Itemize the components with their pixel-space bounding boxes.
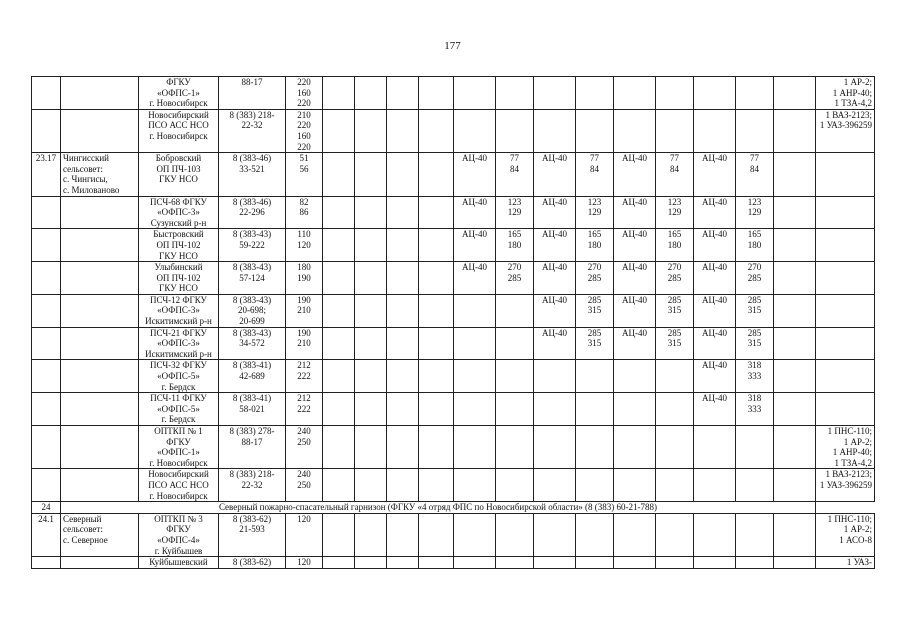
value-cell xyxy=(323,229,355,262)
value-cell xyxy=(534,426,576,469)
phone-cell: 8 (383-46) 33-521 xyxy=(219,153,286,196)
value-cell xyxy=(355,469,387,502)
value-cell xyxy=(419,557,454,569)
phone-cell: 8 (383) 218- 22-32 xyxy=(219,109,286,152)
settlement-cell xyxy=(61,327,139,360)
value-cell xyxy=(774,469,816,502)
value-cell: 285 315 xyxy=(576,294,614,327)
value-cell: АЦ-40 xyxy=(534,262,576,295)
value-cell xyxy=(419,513,454,556)
equipment-cell xyxy=(816,229,875,262)
equipment-cell xyxy=(816,153,875,196)
equipment-cell: 1 АР-2; 1 АНР-40; 1 ТЗА-4,2 xyxy=(816,77,875,110)
value-cell xyxy=(355,262,387,295)
unit-cell: Куйбышевский xyxy=(139,557,219,569)
equipment-cell xyxy=(816,327,875,360)
value-cell xyxy=(736,513,774,556)
settlement-cell xyxy=(61,557,139,569)
value-cell: 77 84 xyxy=(576,153,614,196)
value-cell: 165 180 xyxy=(736,229,774,262)
equipment-cell: 1 ВАЗ-2123; 1 УАЗ-396259 xyxy=(816,109,875,152)
value-cell xyxy=(736,469,774,502)
value-cell: АЦ-40 xyxy=(534,294,576,327)
value-cell xyxy=(454,393,496,426)
fire-resources-table xyxy=(31,76,875,569)
settlement-cell xyxy=(61,294,139,327)
value-cell xyxy=(419,294,454,327)
value-cell xyxy=(323,513,355,556)
value-cell: АЦ-40 xyxy=(694,360,736,393)
value-cell xyxy=(387,393,419,426)
value-cell: АЦ-40 xyxy=(534,196,576,229)
value-cell: 270 285 xyxy=(656,262,694,295)
value-cell xyxy=(355,196,387,229)
value-cell xyxy=(454,360,496,393)
value-cell xyxy=(387,109,419,152)
value-cell: АЦ-40 xyxy=(534,327,576,360)
value-cell xyxy=(355,77,387,110)
table-row xyxy=(32,262,875,295)
page-number: 177 xyxy=(444,40,461,52)
value-cell xyxy=(656,360,694,393)
value-cell xyxy=(656,557,694,569)
phone-cell: 8 (383-41) 42-689 xyxy=(219,360,286,393)
phone-cell: 8 (383-43) 57-124 xyxy=(219,262,286,295)
value-cell xyxy=(355,393,387,426)
value-cell: 165 180 xyxy=(656,229,694,262)
unit-cell: ФГКУ «ОФПС-1» г. Новосибирск xyxy=(139,77,219,110)
unit-cell: ПСЧ-32 ФГКУ «ОФПС-5» г. Бердск xyxy=(139,360,219,393)
table-row xyxy=(32,360,875,393)
row-number-cell xyxy=(32,77,61,110)
equipment-cell xyxy=(816,360,875,393)
value-cell xyxy=(534,109,576,152)
equipment-cell: 1 ВАЗ-2123; 1 УАЗ-396259 xyxy=(816,469,875,502)
settlement-cell xyxy=(61,393,139,426)
value-cell: 285 315 xyxy=(656,294,694,327)
table-body xyxy=(32,77,875,569)
value-cell xyxy=(656,426,694,469)
equipment-cell xyxy=(816,294,875,327)
value-cell xyxy=(355,294,387,327)
phone-cell: 8 (383-43) 59-222 xyxy=(219,229,286,262)
unit-cell: Быстровский ОП ПЧ-102 ГКУ НСО xyxy=(139,229,219,262)
value-cell xyxy=(656,77,694,110)
value-cell xyxy=(614,77,656,110)
value-cell: 270 285 xyxy=(576,262,614,295)
section-row xyxy=(32,502,875,514)
value-cell: 285 315 xyxy=(576,327,614,360)
unit-cell: Новосибирский ПСО АСС НСО г. Новосибирск xyxy=(139,109,219,152)
time-cell: 51 56 xyxy=(286,153,323,196)
value-cell xyxy=(419,469,454,502)
value-cell xyxy=(576,360,614,393)
value-cell xyxy=(496,109,534,152)
value-cell xyxy=(614,109,656,152)
value-cell: 77 84 xyxy=(496,153,534,196)
value-cell xyxy=(323,109,355,152)
value-cell xyxy=(496,426,534,469)
value-cell xyxy=(323,393,355,426)
row-number-cell xyxy=(32,426,61,469)
phone-cell: 8 (383) 278- 88-17 xyxy=(219,426,286,469)
settlement-cell xyxy=(61,360,139,393)
value-cell xyxy=(774,393,816,426)
value-cell xyxy=(419,77,454,110)
time-cell: 120 xyxy=(286,557,323,569)
value-cell xyxy=(419,153,454,196)
settlement-cell xyxy=(61,262,139,295)
value-cell xyxy=(576,426,614,469)
value-cell: 285 315 xyxy=(736,294,774,327)
value-cell xyxy=(454,294,496,327)
value-cell xyxy=(355,513,387,556)
unit-cell: ПСЧ-12 ФГКУ «ОФПС-3» Искитимский р-н xyxy=(139,294,219,327)
row-number-cell xyxy=(32,557,61,569)
value-cell xyxy=(355,360,387,393)
table-row xyxy=(32,196,875,229)
value-cell: 285 315 xyxy=(736,327,774,360)
value-cell xyxy=(576,469,614,502)
value-cell: АЦ-40 xyxy=(694,229,736,262)
section-title-cell: Северный пожарно-спасательный гарнизон (ФГКУ «4 отряд ФПС по Новосибирской области» (8 (383) 60-21-788) xyxy=(61,502,816,514)
value-cell xyxy=(774,77,816,110)
value-cell: АЦ-40 xyxy=(454,196,496,229)
phone-cell: 8 (383-43) 20-698; 20-699 xyxy=(219,294,286,327)
value-cell: 123 129 xyxy=(576,196,614,229)
value-cell xyxy=(576,557,614,569)
time-cell: 220 160 220 xyxy=(286,77,323,110)
value-cell xyxy=(387,294,419,327)
equipment-cell: 1 ПНС-110; 1 АР-2; 1 АСО-8 xyxy=(816,513,875,556)
value-cell xyxy=(454,109,496,152)
value-cell: АЦ-40 xyxy=(694,196,736,229)
value-cell xyxy=(736,426,774,469)
table-row xyxy=(32,513,875,556)
time-cell: 212 222 xyxy=(286,360,323,393)
table-row xyxy=(32,229,875,262)
value-cell xyxy=(323,469,355,502)
value-cell xyxy=(496,513,534,556)
value-cell xyxy=(496,294,534,327)
value-cell xyxy=(355,327,387,360)
value-cell xyxy=(614,469,656,502)
value-cell xyxy=(387,229,419,262)
time-cell: 212 222 xyxy=(286,393,323,426)
value-cell: АЦ-40 xyxy=(454,229,496,262)
table-row xyxy=(32,77,875,110)
value-cell xyxy=(387,426,419,469)
value-cell xyxy=(656,109,694,152)
value-cell: АЦ-40 xyxy=(694,393,736,426)
time-cell: 120 xyxy=(286,513,323,556)
time-cell: 110 120 xyxy=(286,229,323,262)
table-row xyxy=(32,294,875,327)
time-cell: 82 86 xyxy=(286,196,323,229)
value-cell: АЦ-40 xyxy=(614,153,656,196)
value-cell xyxy=(656,513,694,556)
value-cell: 165 180 xyxy=(576,229,614,262)
unit-cell: Улыбинский ОП ПЧ-102 ГКУ НСО xyxy=(139,262,219,295)
phone-cell: 8 (383) 218- 22-32 xyxy=(219,469,286,502)
value-cell xyxy=(534,469,576,502)
value-cell xyxy=(614,393,656,426)
equipment-cell xyxy=(816,196,875,229)
table-row xyxy=(32,469,875,502)
time-cell: 210 220 160 220 xyxy=(286,109,323,152)
value-cell xyxy=(576,109,614,152)
settlement-cell xyxy=(61,426,139,469)
row-number-cell xyxy=(32,262,61,295)
equipment-cell: 1 УАЗ- xyxy=(816,557,875,569)
value-cell xyxy=(323,153,355,196)
value-cell: АЦ-40 xyxy=(694,327,736,360)
row-number-cell: 24.1 xyxy=(32,513,61,556)
value-cell xyxy=(774,109,816,152)
value-cell xyxy=(387,469,419,502)
value-cell xyxy=(694,469,736,502)
value-cell xyxy=(774,426,816,469)
value-cell xyxy=(323,262,355,295)
value-cell xyxy=(614,426,656,469)
value-cell: АЦ-40 xyxy=(454,262,496,295)
value-cell xyxy=(323,196,355,229)
settlement-cell xyxy=(61,109,139,152)
value-cell xyxy=(454,513,496,556)
settlement-cell xyxy=(61,77,139,110)
value-cell: АЦ-40 xyxy=(614,327,656,360)
table-row xyxy=(32,327,875,360)
time-cell: 190 210 xyxy=(286,327,323,360)
value-cell xyxy=(355,426,387,469)
value-cell xyxy=(454,557,496,569)
unit-cell: ПСЧ-68 ФГКУ «ОФПС-3» Сузунский р-н xyxy=(139,196,219,229)
value-cell xyxy=(355,153,387,196)
value-cell xyxy=(576,77,614,110)
unit-cell: ПСЧ-11 ФГКУ «ОФПС-5» г. Бердск xyxy=(139,393,219,426)
value-cell: 270 285 xyxy=(736,262,774,295)
value-cell xyxy=(419,229,454,262)
unit-cell: Новосибирский ПСО АСС НСО г. Новосибирск xyxy=(139,469,219,502)
value-cell xyxy=(534,360,576,393)
settlement-cell: Чингисский сельсовет: с. Чингисы, с. Милованово xyxy=(61,153,139,196)
settlement-cell xyxy=(61,229,139,262)
value-cell xyxy=(496,327,534,360)
value-cell xyxy=(736,77,774,110)
value-cell xyxy=(323,557,355,569)
value-cell: АЦ-40 xyxy=(694,262,736,295)
value-cell: 123 129 xyxy=(656,196,694,229)
value-cell xyxy=(774,262,816,295)
value-cell xyxy=(774,229,816,262)
unit-cell: ОПТКП № 1 ФГКУ «ОФПС-1» г. Новосибирск xyxy=(139,426,219,469)
value-cell: АЦ-40 xyxy=(614,294,656,327)
value-cell: 77 84 xyxy=(736,153,774,196)
row-number-cell xyxy=(32,109,61,152)
value-cell: АЦ-40 xyxy=(614,196,656,229)
value-cell xyxy=(419,262,454,295)
value-cell xyxy=(387,513,419,556)
value-cell: АЦ-40 xyxy=(694,294,736,327)
value-cell xyxy=(656,393,694,426)
value-cell xyxy=(576,393,614,426)
row-number-cell xyxy=(32,294,61,327)
value-cell xyxy=(534,513,576,556)
unit-cell: Бобровский ОП ПЧ-103 ГКУ НСО xyxy=(139,153,219,196)
value-cell xyxy=(534,77,576,110)
value-cell xyxy=(496,360,534,393)
row-number-cell xyxy=(32,393,61,426)
value-cell xyxy=(694,426,736,469)
row-number-cell xyxy=(32,360,61,393)
row-number-cell xyxy=(32,469,61,502)
time-cell: 240 250 xyxy=(286,469,323,502)
unit-cell: ОПТКП № 3 ФГКУ «ОФПС-4» г. Куйбышев xyxy=(139,513,219,556)
value-cell xyxy=(496,469,534,502)
value-cell xyxy=(419,426,454,469)
value-cell xyxy=(614,557,656,569)
table-row xyxy=(32,557,875,569)
value-cell: 165 180 xyxy=(496,229,534,262)
value-cell xyxy=(419,327,454,360)
value-cell xyxy=(454,426,496,469)
value-cell xyxy=(419,196,454,229)
time-cell: 190 210 xyxy=(286,294,323,327)
value-cell: 270 285 xyxy=(496,262,534,295)
value-cell: АЦ-40 xyxy=(614,262,656,295)
value-cell: 318 333 xyxy=(736,360,774,393)
row-number-cell xyxy=(32,229,61,262)
value-cell xyxy=(323,327,355,360)
value-cell xyxy=(736,109,774,152)
value-cell xyxy=(576,513,614,556)
value-cell xyxy=(534,393,576,426)
value-cell xyxy=(774,196,816,229)
value-cell xyxy=(656,469,694,502)
value-cell xyxy=(774,557,816,569)
value-cell xyxy=(387,360,419,393)
value-cell: 285 315 xyxy=(656,327,694,360)
value-cell: АЦ-40 xyxy=(614,229,656,262)
value-cell xyxy=(614,360,656,393)
equipment-cell xyxy=(816,393,875,426)
value-cell: 77 84 xyxy=(656,153,694,196)
value-cell xyxy=(694,557,736,569)
value-cell xyxy=(774,294,816,327)
value-cell xyxy=(454,327,496,360)
table-row xyxy=(32,393,875,426)
equipment-cell xyxy=(816,262,875,295)
settlement-cell xyxy=(61,196,139,229)
value-cell xyxy=(496,557,534,569)
value-cell xyxy=(323,77,355,110)
equipment-cell: 1 ПНС-110; 1 АР-2; 1 АНР-40; 1 ТЗА-4,2 xyxy=(816,426,875,469)
value-cell xyxy=(387,77,419,110)
value-cell xyxy=(355,109,387,152)
value-cell: АЦ-40 xyxy=(454,153,496,196)
value-cell xyxy=(387,153,419,196)
value-cell xyxy=(496,393,534,426)
value-cell xyxy=(774,513,816,556)
value-cell xyxy=(355,557,387,569)
value-cell xyxy=(694,77,736,110)
value-cell xyxy=(419,109,454,152)
value-cell xyxy=(534,557,576,569)
value-cell xyxy=(496,77,534,110)
value-cell xyxy=(387,327,419,360)
phone-cell: 8 (383-43) 34-572 xyxy=(219,327,286,360)
value-cell xyxy=(614,513,656,556)
value-cell: 318 333 xyxy=(736,393,774,426)
phone-cell: 8 (383-62) 21-593 xyxy=(219,513,286,556)
table-row xyxy=(32,426,875,469)
value-cell xyxy=(323,294,355,327)
value-cell xyxy=(774,327,816,360)
row-number-cell: 23.17 xyxy=(32,153,61,196)
settlement-cell: Северный сельсовет: с. Северное xyxy=(61,513,139,556)
settlement-cell xyxy=(61,469,139,502)
table-row xyxy=(32,109,875,152)
value-cell xyxy=(694,109,736,152)
value-cell: АЦ-40 xyxy=(694,153,736,196)
unit-cell: ПСЧ-21 ФГКУ «ОФПС-3» Искитимский р-н xyxy=(139,327,219,360)
value-cell xyxy=(774,360,816,393)
time-cell: 180 190 xyxy=(286,262,323,295)
value-cell xyxy=(454,469,496,502)
value-cell: АЦ-40 xyxy=(534,229,576,262)
row-number-cell xyxy=(32,327,61,360)
value-cell: АЦ-40 xyxy=(534,153,576,196)
time-cell: 240 250 xyxy=(286,426,323,469)
value-cell xyxy=(387,557,419,569)
row-number-cell xyxy=(32,196,61,229)
value-cell xyxy=(419,393,454,426)
value-cell xyxy=(323,360,355,393)
phone-cell: 8 (383-46) 22-296 xyxy=(219,196,286,229)
phone-cell: 8 (383-41) 58-021 xyxy=(219,393,286,426)
row-number-cell: 24 xyxy=(32,502,61,514)
value-cell xyxy=(774,153,816,196)
value-cell xyxy=(387,196,419,229)
value-cell xyxy=(454,77,496,110)
value-cell: 123 129 xyxy=(496,196,534,229)
value-cell: 123 129 xyxy=(736,196,774,229)
value-cell xyxy=(419,360,454,393)
value-cell xyxy=(323,426,355,469)
phone-cell: 8 (383-62) xyxy=(219,557,286,569)
value-cell xyxy=(387,262,419,295)
value-cell xyxy=(355,229,387,262)
phone-cell: 88-17 xyxy=(219,77,286,110)
value-cell xyxy=(736,557,774,569)
value-cell xyxy=(694,513,736,556)
table-row xyxy=(32,153,875,196)
